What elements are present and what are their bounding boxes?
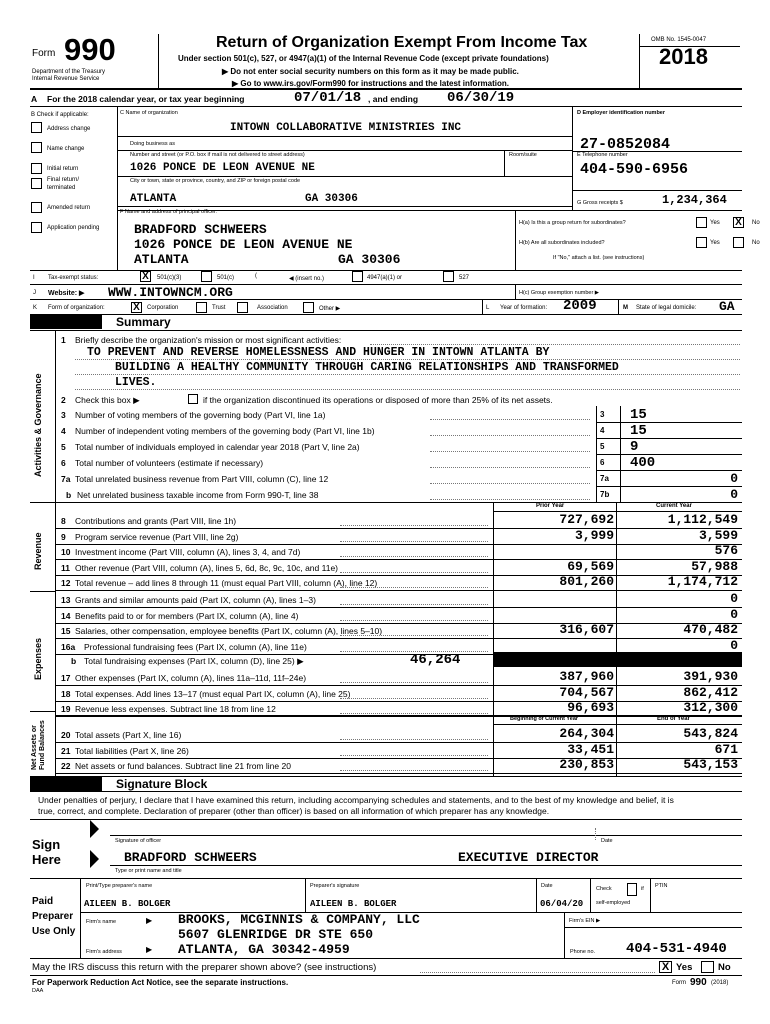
prior-year-value[interactable]: 264,304 bbox=[559, 726, 614, 741]
instructions-notice[interactable]: ▶ Go to www.irs.gov/Form990 for instructions and the latest information. bbox=[232, 79, 509, 88]
line-value[interactable]: 9 bbox=[630, 439, 639, 455]
ssn-notice: ▶ Do not enter social security numbers on this form as it may be made public. bbox=[222, 67, 519, 76]
shaded-cells bbox=[493, 652, 742, 667]
line-number: 14 bbox=[61, 610, 71, 621]
4947-checkbox[interactable] bbox=[352, 271, 363, 282]
line-number: 19 bbox=[61, 704, 71, 714]
current-year-value[interactable]: 543,153 bbox=[683, 757, 738, 772]
prior-year-value[interactable]: 3,999 bbox=[574, 527, 614, 543]
net-assets-label: Net Assets or Fund Balances bbox=[31, 720, 46, 770]
line-number: 12 bbox=[61, 578, 71, 588]
line-description: Total expenses. Add lines 13–17 (must equal Part IX, column (A), line 25) bbox=[75, 688, 351, 699]
current-year-value[interactable]: 0 bbox=[730, 637, 738, 653]
ha-yes-checkbox[interactable] bbox=[696, 217, 707, 228]
current-year-value[interactable]: 391,930 bbox=[683, 669, 738, 684]
current-year-value[interactable]: 1,174,712 bbox=[667, 574, 738, 589]
line-description: Contributions and grants (Part VIII, line 1h) bbox=[75, 516, 237, 526]
line-description: Net unrelated business taxable income from Form 990-T, line 38 bbox=[77, 490, 319, 500]
self-employed-checkbox[interactable] bbox=[627, 883, 637, 896]
hb-yes-checkbox[interactable] bbox=[696, 237, 707, 248]
line-value[interactable]: 15 bbox=[630, 407, 647, 423]
line-description: Program service revenue (Part VIII, line 2g) bbox=[75, 531, 239, 542]
line-box-number: 7b bbox=[600, 490, 610, 499]
street-address[interactable]: 1026 PONCE DE LEON AVENUE NE bbox=[130, 162, 315, 174]
line-description: Total number of individuals employed in calendar year 2018 (Part V, line 2a) bbox=[75, 442, 360, 452]
mission-line-1: TO PREVENT AND REVERSE HOMELESSNESS AND HUNGER IN INTOWN ATLANTA BY bbox=[87, 346, 550, 359]
current-year-value[interactable]: 1,112,549 bbox=[667, 512, 738, 527]
initial-return-checkbox[interactable] bbox=[31, 163, 42, 174]
line-description: Total revenue – add lines 8 through 11 (must equal Part VIII, column (A), line 12) bbox=[75, 578, 378, 588]
501c-checkbox[interactable] bbox=[201, 271, 212, 282]
line-number: 16a bbox=[61, 641, 76, 652]
line-number: 3 bbox=[61, 410, 66, 420]
line-description: Benefits paid to or for members (Part IX, column (A), line 4) bbox=[75, 610, 299, 621]
line-number: 22 bbox=[61, 761, 71, 771]
current-year-value[interactable]: 312,300 bbox=[683, 700, 738, 715]
officer-state-zip[interactable]: GA 30306 bbox=[338, 252, 401, 267]
line-number: b bbox=[66, 490, 72, 500]
line-description: Total unrelated business revenue from Part VIII, column (C), line 12 bbox=[75, 474, 329, 484]
association-checkbox[interactable] bbox=[237, 302, 248, 313]
state-of-domicile[interactable]: GA bbox=[719, 299, 735, 314]
preparer-name[interactable]: AILEEN B. BOLGER bbox=[84, 899, 171, 909]
corporation-checkbox[interactable]: X bbox=[131, 302, 142, 313]
prior-year-value[interactable]: 33,451 bbox=[567, 741, 614, 757]
daa-label: DAA bbox=[32, 988, 44, 994]
mission-line-3: LIVES. bbox=[115, 376, 157, 389]
preparer-date[interactable]: 06/04/20 bbox=[540, 899, 584, 909]
line-box-number: 6 bbox=[600, 458, 605, 467]
current-year-header: Current Year bbox=[656, 503, 692, 509]
line-description: Salaries, other compensation, employee benefits (Part IX, column (A), lines 5–10) bbox=[75, 626, 383, 636]
line-number: 13 bbox=[61, 595, 71, 605]
line-description: Total liabilities (Part X, line 26) bbox=[75, 745, 189, 756]
discuss-question: May the IRS discuss this return with the preparer shown above? (see instructions) bbox=[32, 962, 377, 973]
summary-heading: Summary bbox=[116, 315, 171, 329]
other-checkbox[interactable] bbox=[303, 302, 314, 313]
prior-year-value[interactable]: 69,569 bbox=[567, 558, 614, 574]
ein[interactable]: 27-0852084 bbox=[580, 136, 671, 153]
line-number: 7a bbox=[61, 474, 71, 484]
irs-label: Internal Revenue Service bbox=[32, 76, 100, 82]
line-value[interactable]: 0 bbox=[730, 471, 738, 486]
line-description: Professional fundraising fees (Part IX, column (A), line 11e) bbox=[84, 641, 307, 652]
name-change-checkbox[interactable] bbox=[31, 142, 42, 153]
telephone[interactable]: 404-590-6956 bbox=[580, 161, 689, 178]
prior-year-value[interactable]: 316,607 bbox=[559, 622, 614, 637]
line-number: 8 bbox=[61, 516, 66, 526]
tax-year-begin[interactable]: 07/01/18 bbox=[294, 90, 362, 106]
line-box-number: 3 bbox=[600, 410, 605, 419]
discuss-yes-checkbox[interactable]: X bbox=[659, 961, 672, 973]
tax-year-end[interactable]: 06/30/19 bbox=[447, 90, 515, 106]
hb-no-checkbox[interactable] bbox=[733, 237, 744, 248]
current-year-value[interactable]: 576 bbox=[714, 543, 738, 558]
current-year-value[interactable]: 862,412 bbox=[683, 684, 738, 700]
prior-year-value[interactable]: 704,567 bbox=[559, 684, 614, 700]
form-title: Return of Organization Exempt From Income Tax bbox=[216, 34, 588, 51]
final-return-checkbox[interactable] bbox=[31, 178, 42, 189]
line-value[interactable]: 400 bbox=[630, 455, 656, 471]
line-number: 6 bbox=[61, 458, 66, 468]
part-ii-tab bbox=[30, 777, 102, 791]
current-year-value[interactable]: 543,824 bbox=[683, 726, 738, 741]
firm-address-arrow-icon: ▶ bbox=[146, 945, 153, 954]
officer-city[interactable]: ATLANTA bbox=[134, 252, 189, 267]
line-number: 4 bbox=[61, 426, 66, 436]
ha-no-checkbox[interactable]: X bbox=[733, 217, 744, 228]
line-description: Other revenue (Part VIII, column (A), lines 5, 6d, 8c, 9c, 10c, and 11e) bbox=[75, 562, 338, 573]
preparer-signature[interactable]: AILEEN B. BOLGER bbox=[310, 899, 397, 909]
activities-governance-label: Activities & Governance bbox=[33, 373, 43, 477]
current-year-value[interactable]: 0 bbox=[730, 606, 738, 622]
line-number: 11 bbox=[61, 562, 70, 573]
prior-year-value[interactable]: 96,693 bbox=[567, 700, 614, 715]
current-year-value[interactable]: 57,988 bbox=[691, 558, 738, 574]
firm-name[interactable]: BROOKS, MCGINNIS & COMPANY, LLC bbox=[178, 912, 420, 927]
omb-number: OMB No. 1545-0047 bbox=[651, 37, 707, 43]
line-box-number: 4 bbox=[600, 426, 605, 435]
preparer-phone[interactable]: 404-531-4940 bbox=[626, 941, 727, 957]
line-description: Grants and similar amounts paid (Part IX, column (A), lines 1–3) bbox=[75, 595, 316, 605]
revenue-label: Revenue bbox=[33, 532, 43, 570]
firm-address-line-2[interactable]: ATLANTA, GA 30342-4959 bbox=[178, 942, 350, 957]
trust-checkbox[interactable] bbox=[196, 302, 207, 313]
discuss-no-checkbox[interactable] bbox=[701, 961, 714, 973]
line-value[interactable]: 0 bbox=[730, 487, 738, 502]
address-change-checkbox[interactable] bbox=[31, 122, 42, 133]
department-label: Department of the Treasury bbox=[32, 69, 106, 75]
mission-line-2: BUILDING A HEALTHY COMMUNITY THROUGH CARING RELATIONSHIPS AND TRANSFORMED bbox=[115, 361, 619, 374]
line-description: Total assets (Part X, line 16) bbox=[75, 730, 182, 740]
527-checkbox[interactable] bbox=[443, 271, 454, 282]
line-number: 21 bbox=[61, 745, 71, 756]
officer-title[interactable]: EXECUTIVE DIRECTOR bbox=[458, 850, 599, 865]
current-year-value[interactable]: 3,599 bbox=[698, 527, 738, 543]
gross-receipts[interactable]: 1,234,364 bbox=[662, 193, 727, 207]
penalty-line-2: true, correct, and complete. Declaration of preparer (other than officer) is based on all information of which preparer has any knowledge. bbox=[38, 806, 550, 816]
line-number: 18 bbox=[61, 688, 71, 699]
line-number: 17 bbox=[61, 673, 71, 683]
expenses-label: Expenses bbox=[33, 637, 43, 680]
signature-block-heading: Signature Block bbox=[116, 777, 208, 791]
line-description: Investment income (Part VIII, column (A), lines 3, 4, and 7d) bbox=[75, 547, 301, 557]
officer-printed-name[interactable]: BRADFORD SCHWEERS bbox=[124, 850, 257, 865]
current-year-value[interactable]: 0 bbox=[730, 591, 738, 606]
line-number: 9 bbox=[61, 531, 66, 542]
501c3-checkbox[interactable]: X bbox=[140, 271, 151, 282]
line-box-number: 5 bbox=[600, 442, 605, 451]
prior-year-value[interactable]: 801,260 bbox=[559, 574, 614, 589]
line-value[interactable]: 15 bbox=[630, 423, 647, 439]
line-description: Number of independent voting members of the governing body (Part VI, line 1b) bbox=[75, 426, 375, 436]
firm-name-arrow-icon: ▶ bbox=[146, 916, 153, 925]
line-number: 10 bbox=[61, 547, 71, 557]
prior-year-header: Prior Year bbox=[536, 503, 565, 509]
prior-year-value[interactable]: 727,692 bbox=[559, 512, 614, 527]
penalty-line-1: Under penalties of perjury, I declare that I have examined this return, including accompanying schedules and statements, and to the best of my knowledge and belief, it is bbox=[38, 795, 674, 805]
organization-name[interactable]: INTOWN COLLABORATIVE MINISTRIES INC bbox=[230, 122, 462, 134]
line-description: Other expenses (Part IX, column (A), lines 11a–11d, 11f–24e) bbox=[75, 673, 307, 683]
tax-year: 2018 bbox=[659, 44, 708, 69]
part-i-tab bbox=[30, 315, 102, 329]
current-year-value[interactable]: 671 bbox=[714, 741, 738, 757]
fundraising-expenses-value[interactable]: 46,264 bbox=[410, 652, 461, 668]
sign-arrow-icon bbox=[90, 820, 104, 878]
current-year-value[interactable]: 470,482 bbox=[683, 622, 738, 637]
line-box-number: 7a bbox=[600, 474, 609, 483]
line-description: Total number of volunteers (estimate if necessary) bbox=[75, 458, 264, 468]
line-number: 5 bbox=[61, 442, 66, 452]
discontinued-operations-checkbox[interactable] bbox=[188, 394, 198, 404]
line-number: 15 bbox=[61, 626, 71, 636]
officer-name[interactable]: BRADFORD SCHWEERS bbox=[134, 222, 267, 237]
prior-year-value[interactable]: 230,853 bbox=[559, 757, 614, 772]
line-number: 20 bbox=[61, 730, 71, 740]
form-subtitle: Under section 501(c), 527, or 4947(a)(1) of the Internal Revenue Code (except private foundations) bbox=[178, 54, 549, 63]
line-description: Number of voting members of the governing body (Part VI, line 1a) bbox=[75, 410, 326, 420]
line-description: Net assets or fund balances. Subtract line 21 from line 20 bbox=[75, 761, 291, 771]
officer-street[interactable]: 1026 PONCE DE LEON AVENUE NE bbox=[134, 237, 353, 252]
form-number: 990 bbox=[64, 32, 116, 67]
year-of-formation[interactable]: 2009 bbox=[563, 298, 597, 314]
city[interactable]: ATLANTA bbox=[130, 193, 177, 205]
form-word: Form bbox=[32, 48, 56, 59]
prior-year-value[interactable]: 387,960 bbox=[559, 669, 614, 684]
application-pending-checkbox[interactable] bbox=[31, 222, 42, 233]
begin-year-header: Beginning of Current Year bbox=[510, 716, 579, 722]
firm-address-line-1[interactable]: 5607 GLENRIDGE DR STE 650 bbox=[178, 927, 374, 942]
state-zip[interactable]: GA 30306 bbox=[305, 193, 358, 205]
end-of-year-header: End of Year bbox=[657, 716, 690, 722]
website[interactable]: WWW.INTOWNCM.ORG bbox=[108, 285, 233, 300]
amended-return-checkbox[interactable] bbox=[31, 202, 42, 213]
paperwork-notice: For Paperwork Reduction Act Notice, see the separate instructions. bbox=[32, 978, 289, 987]
line-description: Revenue less expenses. Subtract line 18 from line 12 bbox=[75, 704, 276, 714]
